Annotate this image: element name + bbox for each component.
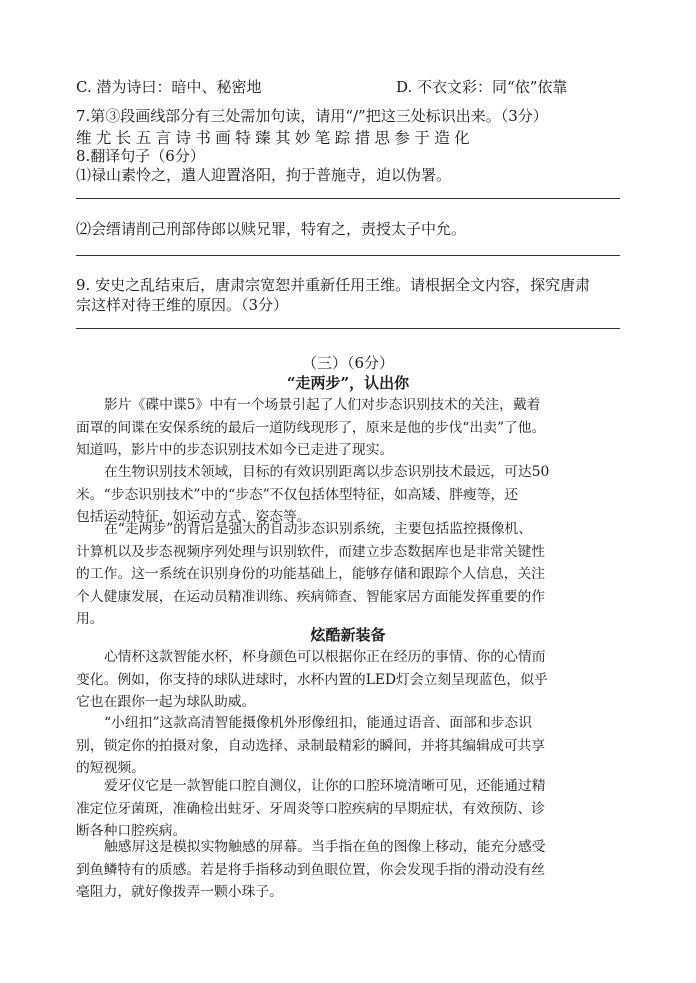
question-8-sentence-1: ⑴禄山素怜之，遣人迎置洛阳，拘于普施寺，迫以伪署。 [76, 166, 452, 184]
question-9-line-2: 宗这样对待王维的原因。（3分） [76, 296, 289, 314]
text-line: 用。 [76, 611, 104, 627]
text-line: 触感屏这是模拟实物触感的屏幕。当手指在鱼的图像上移动，能充分感受 [104, 839, 546, 855]
text-line: 计算机以及步态视频序列处理与识别软件，而建立步态数据库也是非常关键性 [76, 543, 546, 560]
question-8-sentence-2: ⑵会缙请削己刑部侍郎以赎兄罪，特宥之，责授太子中允。 [76, 220, 467, 238]
answer-line [76, 328, 620, 329]
paragraph-1 [76, 394, 624, 462]
text-line: 到鱼鳞特有的质感。若是将手指移动到鱼眼位置，你会发现手指的滑动没有丝 [76, 861, 546, 878]
paragraph-7 [76, 836, 624, 904]
question-7-characters: 维尤长五言诗书画特臻其妙笔踪措思参于造化 [76, 129, 475, 147]
option-d: D. 不衣文彩：同“依”依靠 [396, 78, 568, 96]
text-line: 的工作。这一系统在识别身份的功能基础上，能够存储和跟踪个人信息，关注 [76, 566, 546, 582]
text-line: 它也在跟你一起为球队助威。 [76, 694, 256, 710]
article-title-2: 炫酷新装备 [310, 626, 386, 644]
text-line: 断各种口腔疾病。 [76, 823, 187, 839]
text-line: 毫阻力，就好像拨弄一颗小珠子。 [76, 884, 283, 900]
text-line: 知道吗，影片中的步态识别技术如今已走进了现实。 [76, 442, 394, 458]
paragraph-6 [76, 775, 624, 843]
text-line: 准定位牙菌斑，准确检出蛀牙、牙周炎等口腔疾病的早期症状，有效预防、诊 [76, 800, 546, 817]
text-line: “小纽扣”这款高清智能摄像机外形像纽扣，能通过语音、面部和步态识 [104, 715, 533, 731]
text-line: 别，锁定你的拍摄对象，自动选择、录制最精彩的瞬间，并将其编辑成可共享 [76, 737, 546, 754]
text-line: 米。“步态识别技术”中的“步态”不仅包括体型特征，如高矮、胖瘦等，还 [76, 486, 519, 503]
text-line: 的短视频。 [76, 760, 145, 776]
text-line: 心情杯这款智能水杯，杯身颜色可以根据你正在经历的事情、你的心情而 [104, 649, 546, 665]
article-title-1: “走两步”，认出你 [286, 374, 410, 392]
paragraph-4 [76, 646, 624, 714]
paragraph-3 [76, 518, 624, 631]
text-line: 变化。例如，你支持的球队进球时，水杯内置的LED灯会立刻呈现蓝色，似乎 [76, 671, 548, 688]
text-line: 爱牙仪它是一款智能口腔自测仪，让你的口腔环境清晰可见，还能通过精 [104, 778, 546, 794]
section-heading: （三）（6分） [301, 354, 395, 372]
answer-line [76, 198, 620, 199]
answer-line [76, 255, 620, 256]
question-9-line-1: 9. 安史之乱结束后，唐肃宗宽恕并重新任用王维。请根据全文内容，探究唐肃 [76, 276, 591, 294]
question-7: 7.第③段画线部分有三处需加句读，请用“/”把这三处标识出来。（3分） [76, 107, 548, 125]
text-line: 影片《碟中谍5》中有一个场景引起了人们对步态识别技术的关注，戴着 [104, 397, 541, 413]
paragraph-5 [76, 712, 624, 780]
option-c: C. 潜为诗曰：暗中、秘密地 [76, 78, 262, 96]
text-line: 个人健康发展，在运动员精准训练、疾病筛查、智能家居方面能发挥重要的作 [76, 588, 546, 605]
question-8-title: 8.翻译句子（6分） [76, 147, 205, 165]
text-line: 包括运动特征，如运动方式、姿态等。 [76, 509, 311, 525]
text-line: 在“走两步”的背后是强大的自动步态识别系统，主要包括监控摄像机、 [104, 521, 533, 537]
text-line: 在生物识别技术领域，目标的有效识别距离以步态识别技术最远，可达50 [104, 464, 550, 480]
text-line: 面罩的间谍在安保系统的最后一道防线现形了，原来是他的步伐“出卖”了他。 [76, 419, 546, 436]
